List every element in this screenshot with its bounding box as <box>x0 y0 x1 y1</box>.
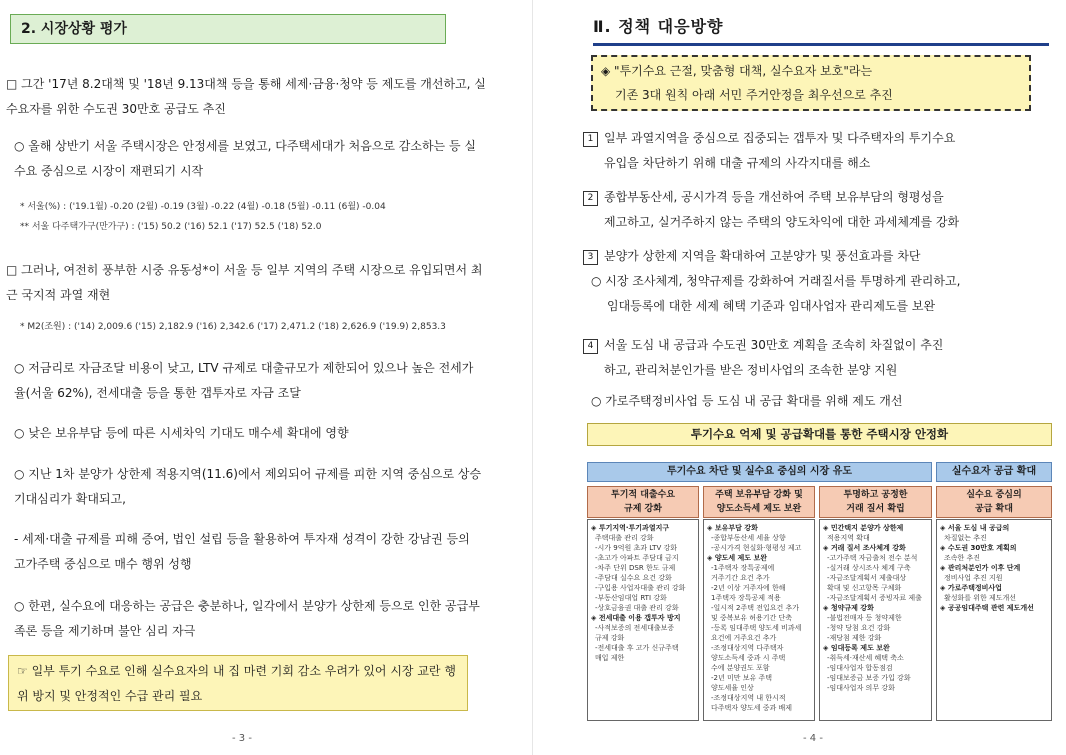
principle-line-1: ◈ "투기수요 근절, 맞춤형 대책, 실수요자 보호"라는 <box>601 64 873 78</box>
item-number-1: 1 <box>583 132 598 147</box>
callout-box: ☞ 일부 투기 수요로 인해 실수요자의 내 집 마련 기회 감소 우려가 있어 시장 교란 행위 방지 및 안정적인 수급 관리 필요 <box>8 655 468 711</box>
paragraph-4: ○ 저금리로 자금조달 비용이 낮고, LTV 규제로 대출규모가 제한되어 있으나 높은 전세가율(서울 62%), 전세대출 등을 통한 갭투자로 자금 조달 <box>14 361 474 400</box>
diagram-line: ◈ 보유부담 강화 <box>707 524 758 532</box>
paragraph-5: ○ 낮은 보유부담 등에 따른 시세차익 기대도 매수세 확대에 영향 <box>14 426 349 440</box>
item-4-sub: ○ 가로주택정비사업 등 도심 내 공급 확대를 위해 제도 개선 <box>591 394 903 408</box>
diagram-line: ◈ 양도세 제도 보완 <box>707 554 768 562</box>
diagram-title: 투기수요 억제 및 공급확대를 통한 주택시장 안정화 <box>587 423 1052 446</box>
diagram-line: 다주택자 양도세 중과 배제 <box>711 704 793 712</box>
diagram-line: ◈ 민간택지 분양가 상한제 <box>823 524 904 532</box>
item-3-sub-2: 임대등록에 대한 세제 혜택 기준과 임대사업자 관리제도를 보완 <box>607 299 936 313</box>
diagram-line: 정비사업 추진 지원 <box>944 574 1003 582</box>
diagram-line: 주택대출 관리 강화 <box>595 534 654 542</box>
diagram-line: 적용지역 확대 <box>827 534 870 542</box>
diagram-line: 요건에 거주요건 추가 <box>711 634 777 642</box>
diagram-line: -초고가 아파트 주담대 금지 <box>595 554 679 562</box>
diagram-line: ◈ 수도권 30만호 계획의 <box>940 544 1017 552</box>
diagram-line: -상호금융권 대출 관리 강화 <box>595 604 679 612</box>
diagram-line: -사적보증의 전세대출보증 <box>595 624 675 632</box>
diagram-line: 및 중복보유 허용기간 단축 <box>711 614 793 622</box>
diagram-line: -고가주택 자금출처 전수 분석 <box>827 554 918 562</box>
paragraph-2: ○ 올해 상반기 서울 주택시장은 안정세를 보였고, 다주택세대가 처음으로 감소하는 등 실수요 중심으로 시장이 재편되기 시작 <box>14 139 476 178</box>
note-m2: * M2(조원) : ('14) 2,009.6 ('15) 2,182.9 ('16) 2,342.6 ('17) 2,471.2 ('18) 2,626.9 ('19.9) 2,853.3 <box>20 322 446 332</box>
item-1-line-1: 일부 과열지역을 중심으로 집중되는 갭투자 및 다주택자의 투기수요 <box>604 131 956 145</box>
diagram-line: ◈ 전세대출 이용 갭투자 방지 <box>591 614 681 622</box>
column-body-tax <box>703 519 815 721</box>
diagram-line: -청약 당첨 요건 강화 <box>827 624 891 632</box>
diagram-line: -차주 단위 DSR 한도 규제 <box>595 564 676 572</box>
column-body-supply <box>936 519 1052 721</box>
diagram-line: -조정대상지역 내 한시적 <box>711 694 786 702</box>
item-2 <box>583 185 1053 235</box>
principle-line-2: 기존 3대 원칙 아래 서민 주거안정을 최우선으로 추진 <box>615 88 893 102</box>
diagram-line: -재당첨 제한 강화 <box>827 634 882 642</box>
diagram-line: -시가 9억원 초과 LTV 강화 <box>595 544 677 552</box>
diagram-band-right: 실수요자 공급 확대 <box>936 462 1052 482</box>
column-head-loan-1: 투기적 대출수요 <box>611 490 675 500</box>
diagram-line: -불법전매자 등 청약제한 <box>827 614 902 622</box>
paragraph-1: □ 그간 '17년 8.2대책 및 '18년 9.13대책 등을 통해 세제·금융·청약 등 제도를 개선하고, 실수요자를 위한 수도권 30만호 공급도 추진 <box>6 77 486 116</box>
diagram-line: -등록 임대주택 양도세 비과세 <box>711 624 802 632</box>
principle-box <box>591 55 1031 111</box>
diagram-line: 매입 제한 <box>595 654 625 662</box>
diagram-line: 차질없는 추진 <box>944 534 987 542</box>
heading-rule <box>593 43 1049 46</box>
section-title: 2. 시장상황 평가 <box>10 14 446 44</box>
diagram-line: ◈ 임대등록 제도 보완 <box>823 644 890 652</box>
column-body-order <box>819 519 932 721</box>
diagram-line: 1주택자 장특공제 적용 <box>711 594 781 602</box>
column-head-tax-2: 양도소득세 제도 보완 <box>716 504 802 514</box>
diagram-line: -임대보증금 보증 가입 강화 <box>827 674 911 682</box>
diagram-line: -일시적 2주택 전입요건 추가 <box>711 604 800 612</box>
diagram-line: 거주기간 요건 추가 <box>711 574 770 582</box>
item-number-4: 4 <box>583 339 598 354</box>
paragraph-8: ○ 한편, 실수요에 대응하는 공급은 충분하나, 일각에서 분양가 상한제 등으로 인한 공급부족론 등을 제기하며 불안 심리 자극 <box>14 599 480 638</box>
diagram-line: ◈ 서울 도심 내 공급의 <box>940 524 1010 532</box>
diagram-line: -공시가격 현실화·형평성 제고 <box>711 544 802 552</box>
column-head-tax-1: 주택 보유부담 강화 및 <box>715 490 803 500</box>
diagram-line: -2년 미만 보유 주택 <box>711 674 772 682</box>
diagram-line: -자금조달계획서 증빙자료 제출 <box>827 594 922 602</box>
diagram-line: 확대 및 신고항목 구체화 <box>827 584 902 592</box>
diagram-line: -실거래 상시조사 체계 구축 <box>827 564 911 572</box>
diagram-line: -전세대출 후 고가 신규주택 <box>595 644 679 652</box>
item-4-line-2: 하고, 관리처분인가를 받은 정비사업의 조속한 분양 지원 <box>604 363 898 377</box>
item-3-sub-1: ○ 시장 조사체계, 청약규제를 강화하여 거래질서를 투명하게 관리하고, <box>591 274 961 288</box>
item-2-line-1: 종합부동산세, 공시가격 등을 개선하여 주택 보유부담의 형평성을 <box>604 190 944 204</box>
page-number-right: - 4 - <box>803 733 823 744</box>
diagram-line: ◈ 관리처분인가 이후 단계 <box>940 564 1021 572</box>
diagram-line: 양도세율 인상 <box>711 684 754 692</box>
item-1-line-2: 유입을 차단하기 위해 대출 규제의 사각지대를 해소 <box>604 156 871 170</box>
diagram-line: -임대사업자 의무 강화 <box>827 684 895 692</box>
right-page <box>533 0 1066 755</box>
diagram-line: ◈ 공공임대주택 관련 제도개선 <box>940 604 1034 612</box>
diagram-line: -주담대 실수요 요건 강화 <box>595 574 672 582</box>
paragraph-3: □ 그러나, 여전히 풍부한 시중 유동성*이 서울 등 일부 지역의 주택 시장으로 유입되면서 최근 국지적 과열 재현 <box>6 263 483 302</box>
diagram-line: 활성화를 위한 제도개선 <box>944 594 1017 602</box>
diagram-line: ◈ 청약규제 강화 <box>823 604 874 612</box>
diagram-band-left: 투기수요 차단 및 실수요 중심의 시장 유도 <box>587 462 932 482</box>
column-head-supply-1: 실수요 중심의 <box>966 490 1022 500</box>
note-seoul-price: * 서울(%) : ('19.1월) -0.20 (2월) -0.19 (3월) -0.22 (4월) -0.18 (5월) -0.11 (6월) -0.04 <box>20 202 386 212</box>
diagram-line: ◈ 거래 질서 조사체계 강화 <box>823 544 906 552</box>
column-head-supply <box>936 486 1052 518</box>
note-multi-home: ** 서울 다주택가구(만가구) : ('15) 50.2 ('16) 52.1 ('17) 52.5 ('18) 52.0 <box>20 222 322 232</box>
column-head-supply-2: 공급 확대 <box>975 504 1013 514</box>
item-4-line-1: 서울 도심 내 공급과 수도권 30만호 계획을 조속히 차질없이 추진 <box>604 338 944 352</box>
paragraph-7: - 세제·대출 규제를 피해 증여, 법인 설립 등을 활용하여 투자재 성격이 강한 강남권 등의 고가주택 중심으로 매수 행위 성행 <box>14 532 470 571</box>
item-number-2: 2 <box>583 191 598 206</box>
item-number-3: 3 <box>583 250 598 265</box>
paragraph-6: ○ 지난 1차 분양가 상한제 적용지역(11.6)에서 제외되어 규제를 피한 지역 중심으로 상승 기대심리가 확대되고, <box>14 467 482 506</box>
diagram-line: 양도소득세 중과 시 주택 <box>711 654 786 662</box>
item-3 <box>583 244 1053 319</box>
diagram-line: 규제 강화 <box>595 634 625 642</box>
diagram-line: ◈ 가로주택정비사업 <box>940 584 1002 592</box>
column-head-order-1: 투명하고 공정한 <box>843 490 908 500</box>
diagram-line: -구입용 사업자대출 관리 강화 <box>595 584 686 592</box>
column-head-loan-2: 규제 강화 <box>624 504 662 514</box>
page-number-left: - 3 - <box>232 733 252 744</box>
diagram-line: 수에 분양권도 포함 <box>711 664 770 672</box>
column-head-loan <box>587 486 699 518</box>
item-3-line-1: 분양가 상한제 지역을 확대하여 고분양가 및 풍선효과를 차단 <box>604 249 921 263</box>
item-1 <box>583 126 1053 176</box>
diagram-line: -종합부동산세 세율 상향 <box>711 534 786 542</box>
item-4 <box>583 333 1053 414</box>
column-head-order-2: 거래 질서 확립 <box>846 504 905 514</box>
diagram-line: -조정대상지역 다주택자 <box>711 644 784 652</box>
diagram-line: 조속한 추진 <box>944 554 981 562</box>
diagram-line: -1주택자 장특공제에 <box>711 564 775 572</box>
diagram-line: -2년 이상 거주자에 한해 <box>711 584 786 592</box>
diagram-line: ◈ 투기지역·투기과열지구 <box>591 524 670 532</box>
diagram-line: -취득세·재산세 혜택 축소 <box>827 654 904 662</box>
item-2-line-2: 제고하고, 실거주하지 않는 주택의 양도차익에 대한 과세체계를 강화 <box>604 215 960 229</box>
column-head-order <box>819 486 932 518</box>
diagram-line: -부동산임대업 RTI 강화 <box>595 594 667 602</box>
diagram-line: -자금조달계획서 제출대상 <box>827 574 907 582</box>
column-body-loan <box>587 519 699 721</box>
column-head-tax <box>703 486 815 518</box>
diagram-line: -임대사업자 합동점검 <box>827 664 893 672</box>
policy-heading: Ⅱ. 정책 대응방향 <box>593 17 724 36</box>
